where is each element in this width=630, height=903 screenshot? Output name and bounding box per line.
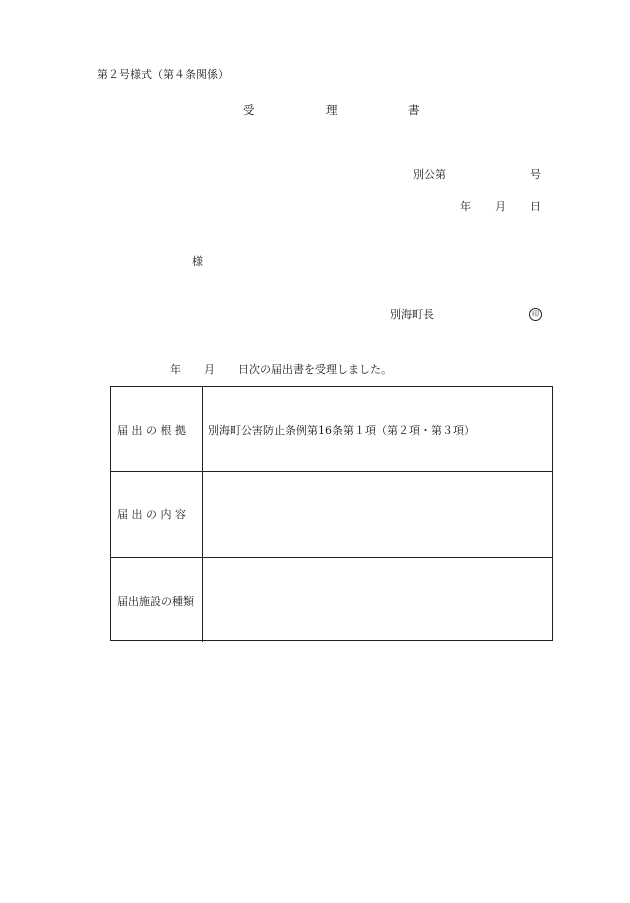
- document-number-suffix: 号: [530, 168, 541, 181]
- row-label-cell: [111, 387, 203, 471]
- row-label: 届出施設の種類: [117, 595, 194, 608]
- title-char-2: 理: [326, 103, 338, 117]
- table-row: [111, 472, 552, 558]
- title-char-1: 受: [243, 103, 255, 117]
- table-row: [111, 558, 552, 642]
- form-number-header: 第２号様式（第４条関係）: [97, 68, 229, 81]
- row-value: 別海町公害防止条例第16条第１項（第２項・第３項）: [208, 424, 475, 437]
- seal-mark: 印: [529, 308, 542, 321]
- row-label-cell: [111, 558, 203, 642]
- recipient-honorific: 様: [192, 255, 203, 268]
- issue-date-month: 月: [495, 200, 506, 213]
- row-label: 届 出 の 内 容: [117, 508, 186, 521]
- document-number-prefix: 別公第: [413, 168, 446, 181]
- row-label-cell: [111, 472, 203, 557]
- title-char-3: 書: [408, 103, 420, 117]
- notification-table: [110, 386, 553, 641]
- issue-date-day: 日: [530, 200, 541, 213]
- table-row: [111, 387, 552, 472]
- row-label: 届 出 の 根 拠: [117, 424, 186, 437]
- statement-month: 月: [204, 363, 215, 376]
- issue-date-year: 年: [460, 200, 471, 213]
- statement-text: 日次の届出書を受理しました。: [238, 363, 392, 376]
- statement-year: 年: [170, 363, 181, 376]
- issuer-title: 別海町長: [390, 308, 434, 321]
